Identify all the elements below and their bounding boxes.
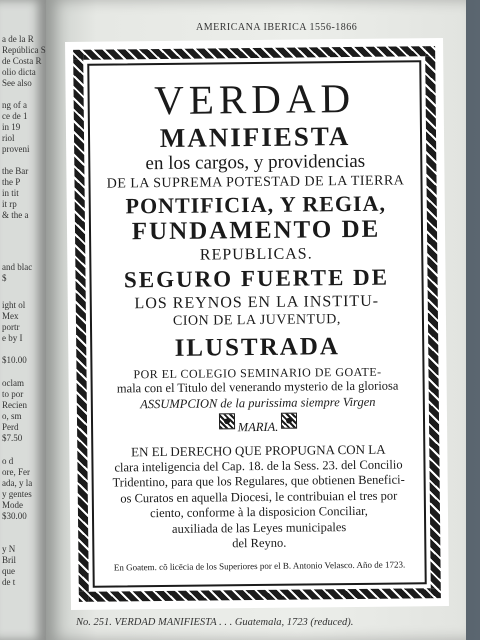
- left-page-text: Perd: [2, 422, 19, 432]
- left-page-text: See also: [2, 78, 32, 88]
- subtitle-line: LOS REYNOS EN LA INSTITU-: [134, 292, 380, 313]
- subtitle-line: SEGURO FUERTE DE: [123, 264, 390, 293]
- fleuron-icon: [218, 413, 234, 429]
- left-page-text: ada, y la: [2, 478, 33, 488]
- subtitle-line: PONTIFICIA, Y REGIA,: [125, 190, 387, 219]
- maria-text: MARIA.: [237, 419, 279, 435]
- left-page-text: Recien: [2, 400, 27, 410]
- left-page-text: & the a: [2, 210, 29, 220]
- left-page-text: ight ol: [2, 300, 26, 310]
- left-page-text: $10.00: [2, 355, 27, 365]
- left-page-text: de Costa R: [2, 56, 42, 66]
- left-page-text: in tit: [2, 188, 19, 198]
- subtitle-line: CION DE LA JUVENTUD,: [172, 312, 341, 329]
- figure-caption: No. 251. VERDAD MANIFIESTA . . . Guatemala, 1723 (reduced).: [76, 617, 354, 628]
- left-page-text: riol: [2, 133, 15, 143]
- left-page-text: de t: [2, 577, 16, 587]
- left-page-text: Mex: [2, 311, 19, 321]
- left-page-text: $7.50: [2, 433, 23, 443]
- subtitle-line: REPUBLICAS.: [199, 245, 313, 264]
- subtitle-line: en los cargos, y providencias: [145, 150, 366, 175]
- left-page-text: ce de 1: [2, 111, 28, 121]
- left-page-text: a de la R: [2, 34, 34, 44]
- left-page-text: and blac: [2, 262, 33, 272]
- title-page-text: [95, 68, 418, 579]
- body-line: Tridentino, para que los Regulares, que obtienen Benefici-: [112, 472, 405, 490]
- author-line: POR EL COLEGIO SEMINARIO DE GOATE-: [133, 364, 382, 382]
- imprint-line: En Goatem. cõ licēcia de los Superiores por el B. Antonio Velasco. Año de 1723.: [113, 558, 406, 573]
- left-page-text: Bril: [2, 555, 17, 565]
- left-page-text: oclam: [2, 378, 24, 388]
- title-ilustrada: ILUSTRADA: [174, 333, 341, 362]
- author-line: ASSUMPCION de la purissima siempre Virgen: [140, 394, 376, 411]
- left-page-text: o, sm: [2, 411, 22, 421]
- left-facing-page: [0, 0, 46, 640]
- left-page-text: o d: [2, 456, 14, 466]
- subtitle-line: FUNDAMENTO DE: [131, 215, 381, 246]
- body-line: clara inteligencia del Cap. 18. de la Sess. 23. del Concilio: [114, 456, 403, 475]
- left-page-text: y gentes: [2, 489, 32, 499]
- left-page-text: olio dicta: [2, 67, 36, 77]
- body-line: auxiliada de las Leyes municipales: [171, 519, 347, 536]
- left-page-text: the Bar: [2, 166, 29, 176]
- left-page-text: to por: [2, 389, 24, 399]
- left-page-text: Mode: [2, 500, 23, 510]
- body-line: del Reyno.: [232, 535, 287, 551]
- title-verdad: VERDAD: [153, 74, 356, 124]
- title-page-facsimile: [65, 38, 449, 610]
- fleuron-icon: [281, 413, 297, 429]
- left-page-text: $: [2, 273, 7, 283]
- left-page-text: the P: [2, 177, 21, 187]
- body-line: os Curatos en aquella Diocesi, le contribuian el tres por: [120, 488, 398, 505]
- left-page-text: proveni: [2, 144, 30, 154]
- left-page-text: y N: [2, 544, 16, 554]
- body-line: EN EL DERECHO QUE PROPUGNA CON LA: [131, 441, 386, 459]
- left-page-text: it rp: [2, 199, 17, 209]
- running-head: AMERICANA IBERICA 1556-1866: [196, 22, 358, 33]
- left-page-text: portr: [2, 322, 20, 332]
- left-page-text: ore, Fer: [2, 467, 30, 477]
- left-page-text: in 19: [2, 122, 21, 132]
- author-line: mala con el Titulo del venerando mysterio de la gloriosa: [116, 378, 399, 396]
- left-page-text: $30.00: [2, 511, 27, 521]
- left-page-text: e by I: [2, 333, 23, 343]
- title-manifiesta: MANIFIESTA: [159, 121, 351, 154]
- book-page: [46, 0, 466, 640]
- left-page-text: que: [2, 566, 15, 576]
- left-page-text: ng of a: [2, 100, 27, 110]
- subtitle-line: DE LA SUPREMA POTESTAD DE LA TIERRA: [106, 173, 405, 192]
- left-page-text: República S: [2, 45, 46, 55]
- author-line: [99, 409, 417, 437]
- body-line: ciento, conforme à la disposicion Conciliar,: [149, 503, 368, 521]
